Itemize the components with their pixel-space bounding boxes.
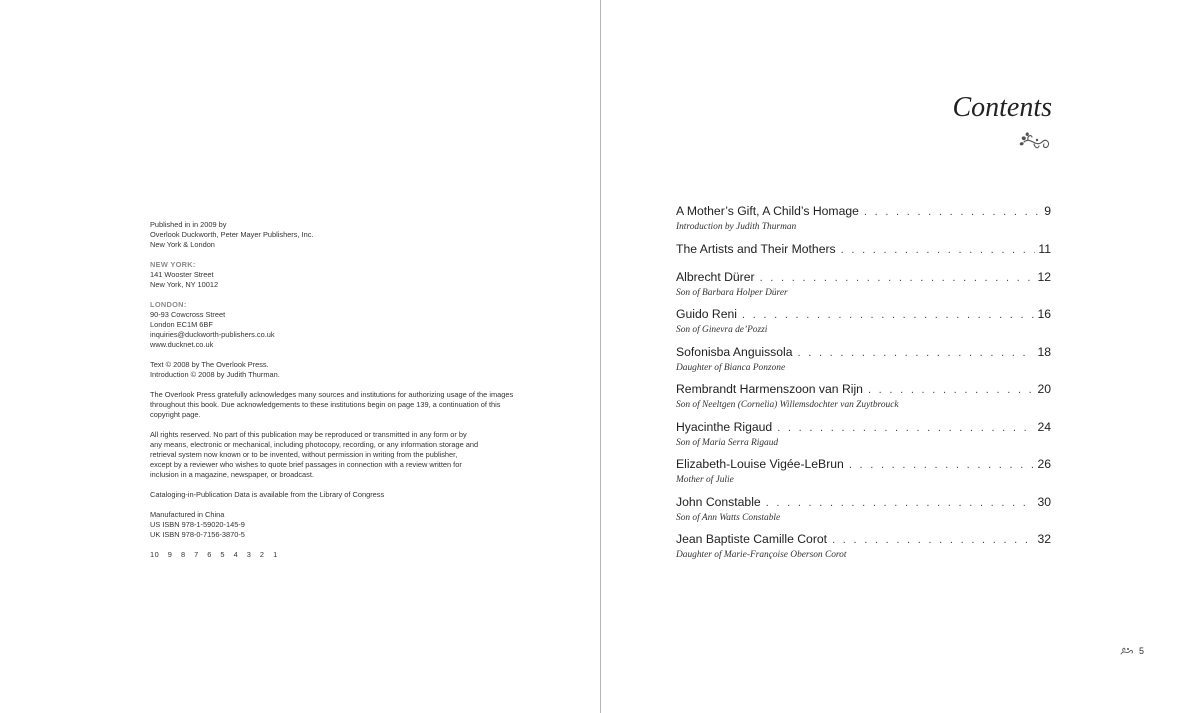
toc-entry-page: 30 <box>1037 495 1051 509</box>
toc-entry-title: Sofonisba Anguissola <box>676 345 793 359</box>
toc-entry[interactable] <box>676 531 1051 561</box>
dot-leader <box>864 204 1041 220</box>
toc-entry[interactable] <box>676 203 1051 233</box>
isbn-us: US ISBN 978-1-59020-145-9 <box>150 520 245 529</box>
toc-entry-subtitle: Introduction by Judith Thurman <box>676 222 797 232</box>
toc-entry-page: 12 <box>1037 270 1051 284</box>
london-address <box>150 300 530 350</box>
toc-entry-page: 32 <box>1037 532 1051 546</box>
toc-entry-page: 20 <box>1037 382 1051 396</box>
copyright-line: any means, electronic or mechanical, including photocopy, recording, or any information storage and <box>150 440 479 449</box>
toc-entry-title: Albrecht Dürer <box>676 270 755 284</box>
toc-entry[interactable] <box>676 306 1051 336</box>
publisher-block <box>150 220 530 250</box>
copyright-line: All rights reserved. No part of this publication may be reproduced or transmitted in any form or by <box>150 430 467 439</box>
dot-leader <box>798 345 1035 361</box>
toc-entry[interactable] <box>676 241 1051 258</box>
copyright-page <box>150 220 530 570</box>
toc-entry[interactable] <box>676 456 1051 486</box>
toc-entry-title: A Mother’s Gift, A Child’s Homage <box>676 204 859 218</box>
toc-entry-subtitle: Son of Ann Watts Constable <box>676 513 781 523</box>
toc-entry[interactable] <box>676 381 1051 411</box>
copyright-line: The Overlook Press gratefully acknowledges many sources and institutions for authorizing usage of the images <box>150 390 514 399</box>
toc-entry[interactable] <box>676 419 1051 449</box>
toc-entry-subtitle: Daughter of Bianca Ponzone <box>676 363 786 373</box>
copyright-line: New York, NY 10012 <box>150 280 219 289</box>
leaf-ornament-icon <box>1120 646 1134 656</box>
acknowledgements-paragraph <box>150 390 530 420</box>
copyright-line: Introduction © 2008 by Judith Thurman. <box>150 370 280 379</box>
dot-leader <box>742 307 1034 323</box>
toc-entry-page: 18 <box>1037 345 1051 359</box>
toc-entry-title: Rembrandt Harmenszoon van Rijn <box>676 382 863 396</box>
page-gutter <box>600 0 601 713</box>
page-number: 5 <box>1139 646 1145 656</box>
toc-entry-subtitle: Daughter of Marie-Françoise Oberson Corot <box>676 550 847 560</box>
toc-entry-subtitle: Mother of Julie <box>676 475 734 485</box>
dot-leader <box>760 270 1035 286</box>
copyright-line: throughout this book. Due acknowledgements to these institutions begin on page 139, a continuation of this <box>150 400 501 409</box>
toc-entry-page: 9 <box>1044 204 1051 218</box>
email-link: inquiries@duckworth-publishers.co.uk <box>150 330 275 339</box>
copyright-line: except by a reviewer who wishes to quote brief passages in connection with a review written for <box>150 460 462 469</box>
toc-entry-title: Hyacinthe Rigaud <box>676 420 773 434</box>
copyright-line: Text © 2008 by The Overlook Press. <box>150 360 269 369</box>
copyright-line: copyright page. <box>150 410 201 419</box>
contents-title: Contents <box>952 92 1052 123</box>
toc-entry-page: 11 <box>1038 242 1051 256</box>
toc-entry[interactable] <box>676 269 1051 299</box>
london-heading: LONDON: <box>150 300 187 309</box>
cataloging-line: Cataloging-in-Publication Data is available from the Library of Congress <box>150 490 385 499</box>
isbn-uk: UK ISBN 978-0-7156-3870-5 <box>150 530 245 539</box>
website-link: www.ducknet.co.uk <box>150 340 214 349</box>
toc-entry-page: 26 <box>1037 457 1051 471</box>
copyright-line: 90-93 Cowcross Street <box>150 310 226 319</box>
copyright-line: London EC1M 6BF <box>150 320 213 329</box>
text-copyright-block <box>150 360 530 380</box>
toc-entry-subtitle: Son of Barbara Holper Dürer <box>676 288 788 298</box>
toc-entry-title: Jean Baptiste Camille Corot <box>676 532 828 546</box>
rights-paragraph <box>150 430 530 480</box>
dot-leader <box>766 495 1035 511</box>
copyright-line: inclusion in a magazine, newspaper, or broadcast. <box>150 470 314 479</box>
dot-leader <box>832 532 1034 548</box>
dot-leader <box>849 457 1035 473</box>
copyright-line: 141 Wooster Street <box>150 270 214 279</box>
copyright-line: New York & London <box>150 240 215 249</box>
toc-entry-title: Elizabeth-Louise Vigée-LeBrun <box>676 457 844 471</box>
floral-ornament-icon <box>1018 130 1052 152</box>
toc-entry-title: Guido Reni <box>676 307 737 321</box>
toc-entry-subtitle: Son of Neeltgen (Cornelia) Willemsdochter van Zuytbrouck <box>676 400 899 410</box>
toc-entry[interactable] <box>676 494 1051 524</box>
cataloging-block <box>150 490 530 500</box>
dot-leader <box>868 382 1034 398</box>
toc-entry-title: John Constable <box>676 495 761 509</box>
toc-entry[interactable] <box>676 344 1051 374</box>
toc-entry-subtitle: Son of Maria Serra Rigaud <box>676 438 779 448</box>
new-york-address <box>150 260 530 290</box>
new-york-heading: NEW YORK: <box>150 260 196 269</box>
copyright-line: retrieval system now known or to be invented, without permission in writing from the publisher, <box>150 450 458 459</box>
toc-entry-page: 16 <box>1037 307 1051 321</box>
copyright-line: Published in in 2009 by <box>150 220 227 229</box>
copyright-line: Overlook Duckworth, Peter Mayer Publishers, Inc. <box>150 230 314 239</box>
printer-key-line: 10 9 8 7 6 5 4 3 2 1 <box>150 550 278 559</box>
dot-leader <box>777 420 1034 436</box>
manufacture-block <box>150 510 530 540</box>
page-folio <box>1120 646 1144 656</box>
toc-entry-page: 24 <box>1037 420 1051 434</box>
toc-entry-subtitle: Son of Ginevra de’Pozzi <box>676 325 768 335</box>
copyright-line: Manufactured in China <box>150 510 225 519</box>
toc-entry-title: The Artists and Their Mothers <box>676 242 836 256</box>
printline-block <box>150 550 530 560</box>
dot-leader <box>841 242 1036 258</box>
